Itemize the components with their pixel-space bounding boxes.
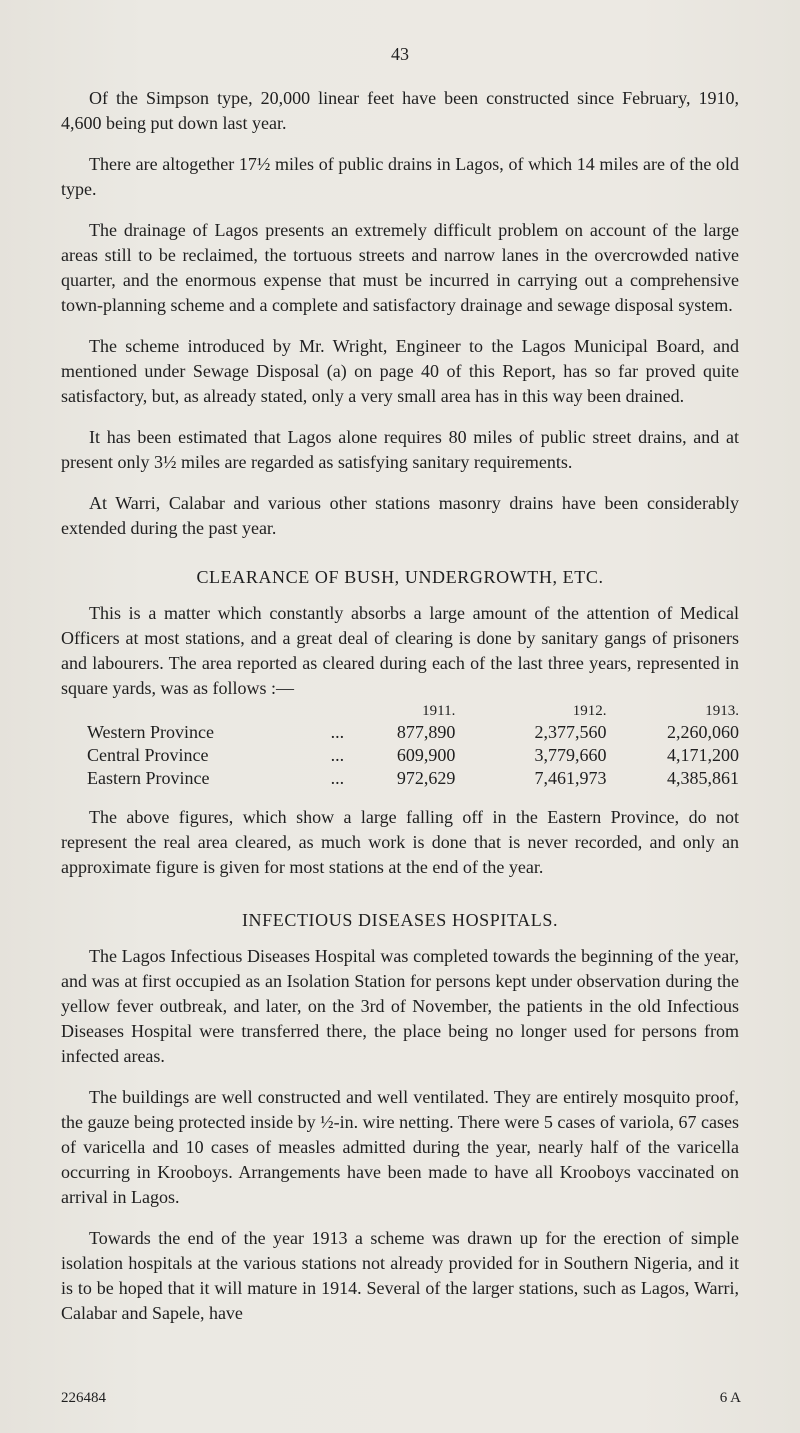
paragraph-clearance-intro: This is a matter which constantly absorbs a large amount of the attention of Medical Officers at most stations, and a great deal of clearing is done by sanitary gangs of prisoners and labourers. The area reported as cleared during each of the last three years, represented in square yards, was as follows :— (61, 603, 739, 698)
section-heading-hospitals: INFECTIOUS DISEASES HOSPITALS. (241, 910, 559, 930)
signature-mark: 6 A (719, 1390, 741, 1406)
clearance-column-header: 1911. (422, 703, 456, 719)
province-name: Western Province (87, 722, 215, 742)
section-heading-clearance: CLEARANCE OF BUSH, UNDERGROWTH, ETC. (196, 567, 604, 587)
province-name: Eastern Province (87, 768, 210, 788)
print-code: 226484 (61, 1390, 106, 1406)
paragraph-buildings: The buildings are well constructed and well ventilated. They are entirely mosquito proof, the gauze being protected inside by ½-in. wire netting. There were 5 cases of variola, 67 cases of varicella and 10 cases of measles admitted during the year, nearly half of the varicella occurring in Krooboys. Arrangements have been made to have all Krooboys vaccinated on arrival in Lagos. (61, 1087, 739, 1207)
cleared-area-value: 2,260,060 (667, 722, 739, 742)
cleared-area-value: 877,890 (396, 722, 456, 742)
clearance-column-header: 1913. (705, 703, 739, 719)
paragraph-wright-scheme: The scheme introduced by Mr. Wright, Engineer to the Lagos Municipal Board, and mentioned under Sewage Disposal (a) on page 40 of this Report, has so far proved quite satisfactory, but, as already stated, only a very small area has in this way been drained. (61, 336, 739, 406)
paragraph-isolation-scheme: Towards the end of the year 1913 a scheme was drawn up for the erection of simple isolation hospitals at the various stations not already provided for in Southern Nigeria, and it is to be hoped that it will mature in 1914. Several of the larger stations, such as Lagos, Warri, Calabar and Sapele, have (61, 1228, 739, 1323)
paragraph-public-drains: There are altogether 17½ miles of public drains in Lagos, of which 14 miles are of the old type. (61, 154, 739, 199)
leader-dots: ... (330, 745, 345, 765)
cleared-area-value: 7,461,973 (534, 768, 607, 788)
table-row (61, 744, 739, 767)
cleared-area-value: 4,171,200 (667, 745, 739, 765)
clearance-table (61, 701, 739, 790)
paragraph-drainage-problem: The drainage of Lagos presents an extremely difficult problem on account of the large areas still to be reclaimed, the tortuous streets and narrow lanes in the overcrowded native quarter, and the enormous expense that must be incurred in carrying out a comprehensive town-planning scheme and a complete and satisfactory drainage and sewage disposal system. (61, 220, 739, 315)
clearance-table-dots-header (310, 701, 364, 721)
province-name: Central Province (87, 745, 209, 765)
paragraph-street-drains-estimate: It has been estimated that Lagos alone requires 80 miles of public street drains, and at present only 3½ miles are regarded as satisfying sanitary requirements. (61, 427, 739, 472)
page-number: 43 (391, 44, 409, 64)
paragraph-clearance-after: The above figures, which show a large falling off in the Eastern Province, do not represent the real area cleared, as much work is done that is never recorded, and only an approximate figure is given for most stations at the end of the year. (61, 807, 739, 877)
cleared-area-value: 2,377,560 (534, 722, 607, 742)
clearance-table-header-row (61, 701, 739, 721)
leader-dots: ... (330, 768, 345, 788)
leader-dots: ... (330, 722, 345, 742)
clearance-table-corner (61, 701, 310, 721)
cleared-area-value: 4,385,861 (667, 768, 739, 788)
paragraph-warri-calabar: At Warri, Calabar and various other stations masonry drains have been considerably extended during the past year. (61, 493, 739, 538)
clearance-column-header: 1912. (572, 703, 607, 719)
cleared-area-value: 972,629 (396, 768, 456, 788)
paragraph-simpson-type: Of the Simpson type, 20,000 linear feet have been constructed since February, 1910, 4,600 being put down last year. (61, 88, 739, 133)
table-row (61, 767, 739, 790)
cleared-area-value: 3,779,660 (534, 745, 607, 765)
table-row (61, 721, 739, 744)
paragraph-lagos-hospital: The Lagos Infectious Diseases Hospital was completed towards the beginning of the year, and was at first occupied as an Isolation Station for persons kept under observation during the yellow fever outbreak, and later, on the 3rd of November, the patients in the old Infectious Diseases Hospital were transferred there, the place being no longer used for persons from infected areas. (61, 946, 739, 1066)
cleared-area-value: 609,900 (396, 745, 456, 765)
